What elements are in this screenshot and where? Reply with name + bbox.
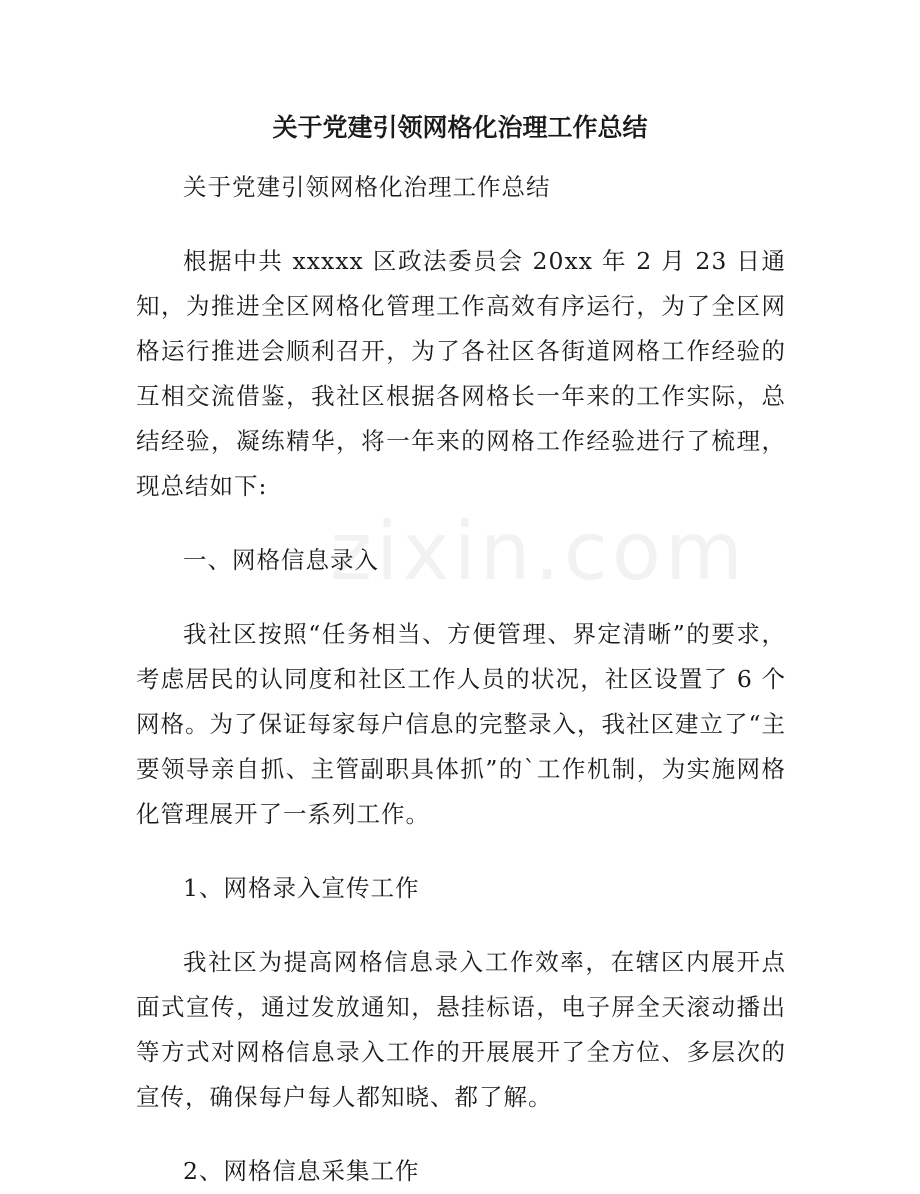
- section-heading-1: 一、网格信息录入: [183, 546, 379, 574]
- document-title: 关于党建引领网格化治理工作总结: [272, 113, 648, 142]
- subsection-heading-1: 1、网格录入宣传工作: [183, 874, 420, 902]
- paragraph-section-1: 我社区按照“任务相当、方便管理、界定清晰”的要求，考虑居民的认同度和社区工作人员的状况，社区设置了 6 个网格。为了保证每家每户信息的完整录入，我社区建立了“主要领导亲自抓、主管副职具体抓”的`工作机制，为实施网格化管理展开了一系列工作。: [136, 620, 787, 828]
- subsection-heading-2: 2、网格信息采集工作: [183, 1157, 420, 1185]
- paragraph-intro: 根据中共 xxxxx 区政法委员会 20xx 年 2 月 23 日通知，为推进全区网格化管理工作高效有序运行，为了全区网格运行推进会顺利召开，为了各社区各街道网格工作经验的互相交流借鉴，我社区根据各网格长一年来的工作实际，总结经验，凝练精华，将一年来的网格工作经验进行了梳理，现总结如下:: [136, 247, 786, 500]
- document-body: [136, 165, 786, 1194]
- paragraph-heading: 关于党建引领网格化治理工作总结: [183, 173, 551, 201]
- paragraph-subsection-1: 我社区为提高网格信息录入工作效率，在辖区内展开点面式宣传，通过发放通知，悬挂标语，电子屏全天滚动播出等方式对网格信息录入工作的开展展开了全方位、多层次的宣传，确保每户每人都知晓、都了解。: [136, 948, 786, 1111]
- watermark: zixin.com: [330, 505, 747, 598]
